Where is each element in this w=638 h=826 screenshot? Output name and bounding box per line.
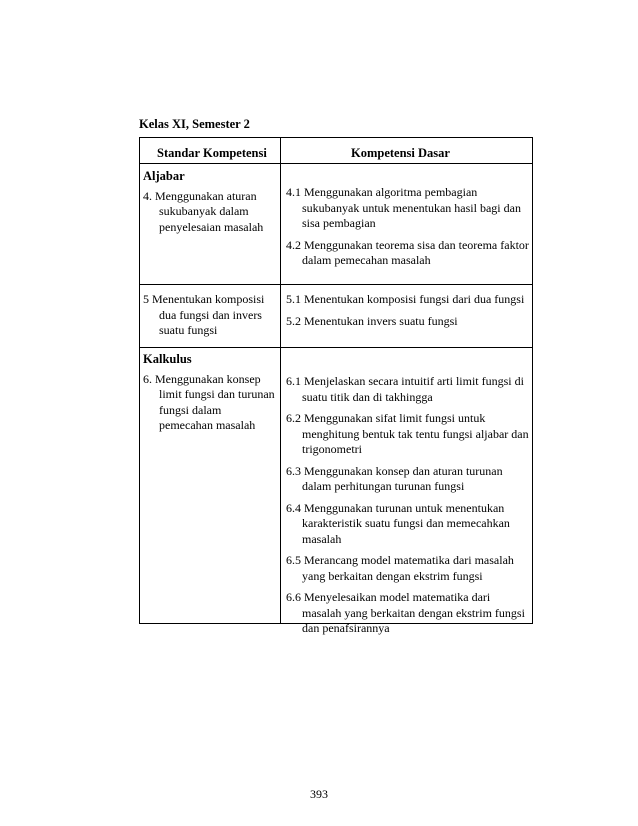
page-heading: Kelas XI, Semester 2 — [139, 117, 250, 131]
row-kalkulus-sk-cell — [143, 352, 277, 440]
row-komposisi-kd-cell — [286, 292, 531, 335]
kd-item-5-1: 5.1 Menentukan komposisi fungsi dari dua fungsi — [286, 292, 525, 306]
kd-item-5-2: 5.2 Menentukan invers suatu fungsi — [286, 313, 458, 328]
kd-item-6-5: 6.5 Merancang model matematika dari masalah yang berkaitan dengan ekstrim fungsi — [286, 553, 514, 583]
column-divider — [280, 138, 281, 623]
row-komposisi-sk-cell — [143, 292, 277, 345]
row-aljabar-kd-cell — [286, 185, 531, 275]
kd-item-6-2: 6.2 Menggunakan sifat limit fungsi untuk menghitung bentuk tak tentu fungsi aljabar dan trigonometri — [286, 411, 529, 456]
kd-item-6-4: 6.4 Menggunakan turunan untuk menentukan karakteristik suatu fungsi dan memecahkan masalah — [286, 500, 510, 546]
kd-item-6-6: 6.6 Menyelesaikan model matematika dari masalah yang berkaitan dengan ekstrim fungsi dan penafsirannya — [286, 590, 525, 635]
section-title-kalkulus: Kalkulus — [143, 352, 192, 366]
column-header-kompetensi: Kompetensi Dasar — [351, 146, 450, 160]
row-kalkulus-kd-cell — [286, 374, 531, 643]
page-number: 393 — [310, 787, 328, 801]
row-divider-2 — [140, 347, 532, 348]
header-divider — [140, 163, 532, 164]
kd-item-6-1: 6.1 Menjelaskan secara intuitif arti limit fungsi di suatu titik dan di takhingga — [286, 374, 524, 404]
kd-item-4-1: 4.1 Menggunakan algoritma pembagian sukubanyak untuk menentukan hasil bagi dan sisa pembagian — [286, 185, 521, 230]
sk-item-6: 6. Menggunakan konsep limit fungsi dan turunan fungsi dalam pemecahan masalah — [143, 371, 275, 432]
kd-item-4-2: 4.2 Menggunakan teorema sisa dan teorema faktor dalam pemecahan masalah — [286, 237, 529, 267]
column-header-standar: Standar Kompetensi — [157, 146, 267, 160]
section-title-aljabar: Aljabar — [143, 169, 185, 183]
row-aljabar-sk-cell — [143, 169, 277, 241]
sk-item-5: 5 Menentukan komposisi dua fungsi dan invers suatu fungsi — [143, 292, 265, 337]
competency-table — [139, 137, 533, 635]
sk-item-4: 4. Menggunakan aturan sukubanyak dalam penyelesaian masalah — [143, 188, 264, 234]
kd-item-6-3: 6.3 Menggunakan konsep dan aturan turunan dalam perhitungan turunan fungsi — [286, 463, 503, 493]
row-divider-1 — [140, 284, 532, 285]
